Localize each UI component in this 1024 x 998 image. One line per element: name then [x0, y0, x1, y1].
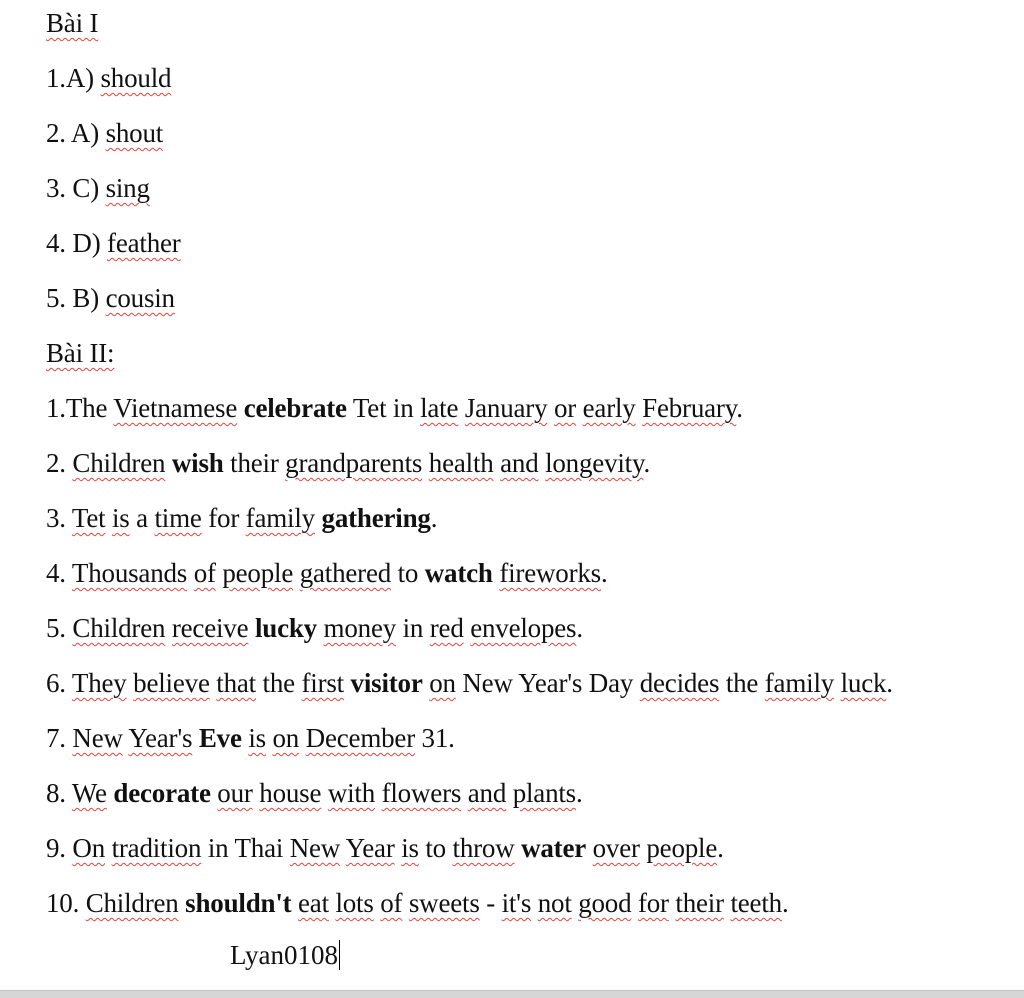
answer-line: 4. D) feather	[46, 228, 181, 258]
answer-line: 5. B) cousin	[46, 283, 175, 313]
signature-line[interactable]	[230, 938, 340, 972]
sentence-line: 5. Children receive lucky money in red envelopes.	[46, 613, 583, 643]
signature-text: Lyan0108	[230, 940, 338, 970]
answer-line: 3. C) sing	[46, 173, 150, 203]
section-heading-bai-2: Bài II:	[46, 338, 115, 368]
answer-line: 1.A) should	[46, 63, 172, 93]
sentence-line: 8. We decorate our house with flowers and plants.	[46, 778, 583, 808]
sentence-line: 6. They believe that the first visitor on New Year's Day decides the family luck.	[46, 668, 893, 698]
text-cursor	[339, 940, 340, 970]
section-heading-bai-1: Bài I	[46, 8, 99, 38]
sentence-line: 10. Children shouldn't eat lots of sweets - it's not good for their teeth.	[46, 888, 789, 918]
sentence-line: 2. Children wish their grandparents health and longevity.	[46, 448, 651, 478]
sentence-line: 1.The Vietnamese celebrate Tet in late January or early February.	[46, 393, 743, 423]
sentence-line: 9. On tradition in Thai New Year is to throw water over people.	[46, 833, 724, 863]
answer-line: 2. A) shout	[46, 118, 164, 148]
sentence-line: 7. New Year's Eve is on December 31.	[46, 723, 455, 753]
sentence-line: 3. Tet is a time for family gathering.	[46, 503, 438, 533]
sentence-line: 4. Thousands of people gathered to watch fireworks.	[46, 558, 608, 588]
